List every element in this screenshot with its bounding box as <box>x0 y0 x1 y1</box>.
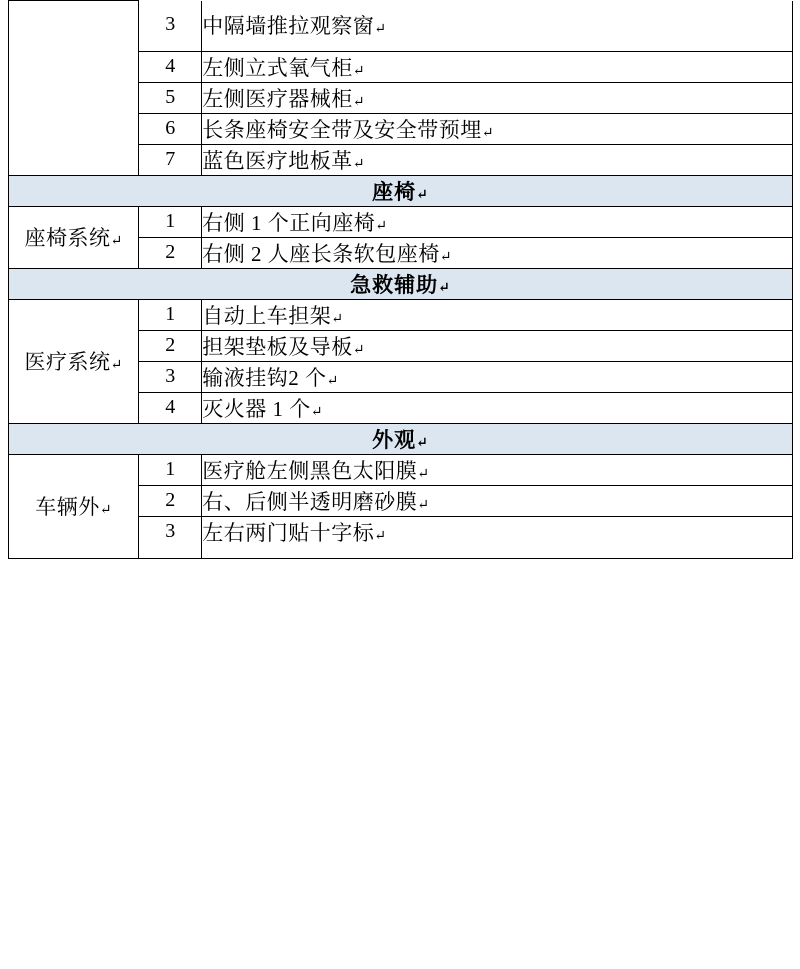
paragraph-mark: ↵ <box>110 234 123 249</box>
section-header-appearance <box>9 423 793 454</box>
section-title-text: 外观 <box>372 427 417 452</box>
row-number: 1 <box>139 454 202 485</box>
row-description <box>202 113 793 144</box>
row-description-text: 医疗舱左侧黑色太阳膜 <box>202 458 418 483</box>
row-description <box>202 237 793 268</box>
row-number: 2 <box>139 330 202 361</box>
row-number: 4 <box>139 392 202 423</box>
paragraph-mark: ↵ <box>417 466 430 482</box>
row-number: 2 <box>139 237 202 268</box>
category-cell-medical-system <box>9 299 139 423</box>
row-description <box>202 1 793 52</box>
paragraph-mark: ↵ <box>110 358 123 373</box>
category-text: 座椅系统 <box>24 226 111 250</box>
row-description <box>202 144 793 175</box>
category-cell-seat-system <box>9 206 139 268</box>
table-row <box>9 206 793 237</box>
table-row <box>9 1 793 52</box>
row-number: 7 <box>139 144 202 175</box>
row-description-text: 左侧医疗器械柜 <box>202 86 353 111</box>
row-description <box>202 299 793 330</box>
category-text: 车辆外 <box>35 495 100 519</box>
row-description <box>202 206 793 237</box>
paragraph-mark: ↵ <box>416 435 429 451</box>
paragraph-mark: ↵ <box>310 404 323 420</box>
row-number: 2 <box>139 485 202 516</box>
row-number: 3 <box>139 516 202 558</box>
section-title-text: 座椅 <box>372 179 417 204</box>
table-row <box>9 299 793 330</box>
row-description-text: 右、后侧半透明磨砂膜 <box>202 489 418 514</box>
section-header-first-aid <box>9 268 793 299</box>
paragraph-mark: ↵ <box>352 342 365 358</box>
section-title-text: 急救辅助 <box>350 272 439 297</box>
row-description-text: 灭火器 1 个 <box>202 396 311 421</box>
row-description <box>202 361 793 392</box>
paragraph-mark: ↵ <box>326 373 339 389</box>
paragraph-mark: ↵ <box>439 249 452 265</box>
paragraph-mark: ↵ <box>481 125 494 141</box>
row-description <box>202 392 793 423</box>
row-description-text: 右侧 1 个正向座椅 <box>202 210 376 235</box>
row-description-text: 输液挂钩2 个 <box>202 365 327 390</box>
row-description <box>202 516 793 558</box>
row-description-text: 中隔墙推拉观察窗 <box>202 13 375 38</box>
category-text: 医疗系统 <box>24 350 111 374</box>
row-description <box>202 82 793 113</box>
row-description-text: 担架垫板及导板 <box>202 334 353 359</box>
row-description-text: 蓝色医疗地板革 <box>202 148 353 173</box>
row-number: 1 <box>139 299 202 330</box>
section-header-seats <box>9 175 793 206</box>
paragraph-mark: ↵ <box>99 503 112 518</box>
row-number: 5 <box>139 82 202 113</box>
row-number: 3 <box>139 361 202 392</box>
paragraph-mark: ↵ <box>416 187 429 203</box>
row-number: 6 <box>139 113 202 144</box>
row-description-text: 右侧 2 人座长条软包座椅 <box>202 241 440 266</box>
paragraph-mark: ↵ <box>374 528 387 544</box>
row-description <box>202 330 793 361</box>
paragraph-mark: ↵ <box>352 94 365 110</box>
paragraph-mark: ↵ <box>375 218 388 234</box>
row-number: 4 <box>139 51 202 82</box>
specification-table <box>8 0 793 559</box>
paragraph-mark: ↵ <box>438 280 451 296</box>
section-header-row <box>9 175 793 206</box>
table-row <box>9 454 793 485</box>
section-header-row <box>9 423 793 454</box>
paragraph-mark: ↵ <box>352 156 365 172</box>
row-description-text: 长条座椅安全带及安全带预埋 <box>202 117 482 142</box>
row-description <box>202 485 793 516</box>
row-description-text: 左侧立式氧气柜 <box>202 55 353 80</box>
row-description <box>202 454 793 485</box>
row-number: 1 <box>139 206 202 237</box>
category-cell-continued <box>9 1 139 176</box>
row-description-text: 左右两门贴十字标 <box>202 520 375 545</box>
section-header-row <box>9 268 793 299</box>
paragraph-mark: ↵ <box>352 63 365 79</box>
paragraph-mark: ↵ <box>417 497 430 513</box>
row-number: 3 <box>139 1 202 52</box>
paragraph-mark: ↵ <box>331 311 344 327</box>
category-cell-vehicle-exterior <box>9 454 139 558</box>
paragraph-mark: ↵ <box>374 21 387 37</box>
row-description-text: 自动上车担架 <box>202 303 332 328</box>
row-description <box>202 51 793 82</box>
